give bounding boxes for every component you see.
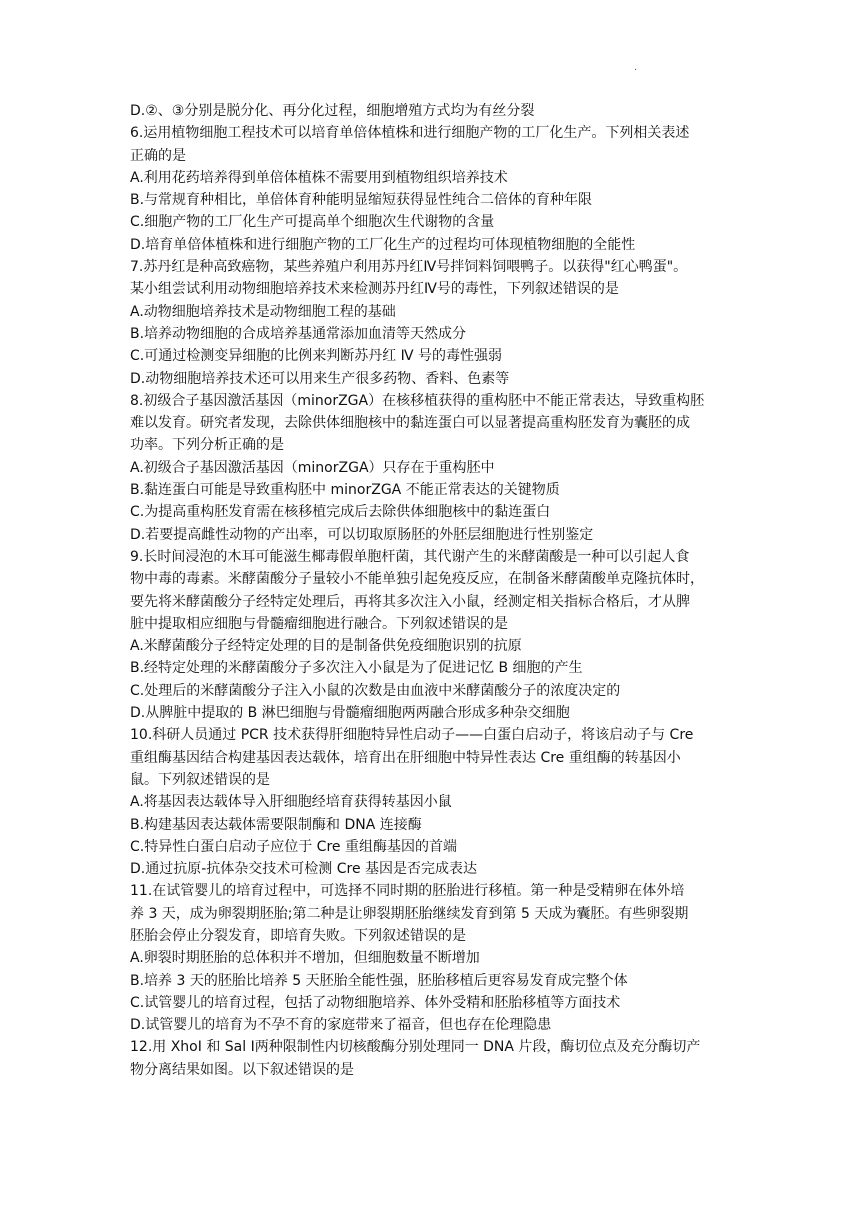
text-line: C.为提高重构胚发育需在核移植完成后去除供体细胞核中的黏连蛋白: [130, 504, 551, 521]
text-line: A.初级合子基因激活基因（minorZGA）只存在于重构胚中: [130, 459, 495, 476]
text-line: D.从脾脏中提取的 B 淋巴细胞与骨髓瘤细胞两两融合形成多种杂交细胞: [130, 705, 570, 722]
text-line: 胚胎会停止分裂发育，即培育失败。下列叙述错误的是: [130, 927, 466, 944]
text-line: C.处理后的米酵菌酸分子注入小鼠的次数是由血液中米酵菌酸分子的浓度决定的: [130, 682, 621, 699]
text-line: 功率。下列分析正确的是: [130, 437, 284, 454]
text-line: 重组酶基因结合构建基因表达载体，培育出在肝细胞中特异性表达 Cre 重组酶的转基因小: [130, 749, 681, 766]
text-line: 脏中提取相应细胞与骨髓瘤细胞进行融合。下列叙述错误的是: [130, 615, 508, 632]
text-line: A.卵裂时期胚胎的总体积并不增加，但细胞数量不断增加: [130, 950, 480, 967]
text-line: B.黏连蛋白可能是导致重构胚中 minorZGA 不能正常表达的关键物质: [130, 482, 560, 499]
text-line: 物中毒的毒素。米酵菌酸分子量较小不能单独引起免疫反应，在制备米酵菌酸单克隆抗体时，: [130, 571, 704, 588]
text-line: A.米酵菌酸分子经特定处理的目的是制备供免疫细胞识别的抗原: [130, 638, 522, 655]
text-line: 11.在试管婴儿的培育过程中，可选择不同时期的胚胎进行移植。第一种是受精卵在体外培: [130, 883, 685, 900]
text-line: B.构建基因表达载体需要限制酶和 DNA 连接酶: [130, 816, 422, 833]
text-line: 6.运用植物细胞工程技术可以培育单倍体植株和进行细胞产物的工厂化生产。下列相关表述: [130, 125, 690, 142]
text-line: A.利用花药培养得到单倍体植株不需要用到植物组织培养技术: [130, 169, 508, 186]
text-line: 9.长时间浸泡的木耳可能滋生椰毒假单胞杆菌，其代谢产生的米酵菌酸是一种可以引起人食: [130, 548, 690, 565]
text-line: D.培育单倍体植株和进行细胞产物的工厂化生产的过程均可体现植物细胞的全能性: [130, 236, 636, 253]
text-line: 8.初级合子基因激活基因（minorZGA）在核移植获得的重构胚中不能正常表达，导致重构胚: [130, 392, 705, 409]
text-line: 正确的是: [130, 147, 186, 164]
text-line: 难以发育。研究者发现，去除供体细胞核中的黏连蛋白可以显著提高重构胚发育为囊胚的成: [130, 415, 690, 432]
text-line: C.试管婴儿的培育过程，包括了动物细胞培养、体外受精和胚胎移植等方面技术: [130, 994, 621, 1011]
text-line: C.细胞产物的工厂化生产可提高单个细胞次生代谢物的含量: [130, 214, 495, 231]
text-line: A.将基因表达载体导入肝细胞经培育获得转基因小鼠: [130, 794, 452, 811]
text-line: B.与常规育种相比，单倍体育种能明显缩短获得显性纯合二倍体的育种年限: [130, 192, 593, 209]
text-line: D.试管婴儿的培育为不孕不育的家庭带来了福音，但也存在伦理隐患: [130, 1017, 552, 1034]
header-mark: .: [634, 62, 638, 73]
text-line: 12.用 XhoI 和 Sal Ⅰ两种限制性内切核酸酶分别处理同一 DNA 片段，酶切位点及充分酶切产: [130, 1039, 701, 1056]
text-line: 7.苏丹红是种高致癌物，某些养殖户利用苏丹红Ⅳ号拌饲料饲喂鸭子。以获得"红心鸭蛋"。: [130, 259, 688, 276]
text-line: D.②、③分别是脱分化、再分化过程，细胞增殖方式均为有丝分裂: [130, 103, 535, 119]
text-line: 鼠。下列叙述错误的是: [130, 771, 270, 788]
document-body: [130, 100, 730, 1081]
text-line: C.特异性白蛋白启动子应位于 Cre 重组酶基因的首端: [130, 838, 457, 855]
text-line: 要先将米酵菌酸分子经特定处理后，再将其多次注入小鼠，经测定相关指标合格后，才从脾: [130, 593, 690, 610]
text-line: 某小组尝试利用动物细胞培养技术来检测苏丹红Ⅳ号的毒性，下列叙述错误的是: [130, 281, 619, 298]
text-line: 10.科研人员通过 PCR 技术获得肝细胞特异性启动子——白蛋白启动子，将该启动子与 Cre: [130, 727, 694, 744]
text-line: D.通过抗原-抗体杂交技术可检测 Cre 基因是否完成表达: [130, 861, 478, 878]
text-line: B.经特定处理的米酵菌酸分子多次注入小鼠是为了促进记忆 B 细胞的产生: [130, 660, 583, 677]
text-line: 物分离结果如图。以下叙述错误的是: [130, 1061, 354, 1078]
text-line: D.若要提高雌性动物的产出率，可以切取原肠胚的外胚层细胞进行性别鉴定: [130, 526, 594, 543]
text-line: D.动物细胞培养技术还可以用来生产很多药物、香料、色素等: [130, 370, 510, 387]
text-line: 养 3 天，成为卵裂期胚胎;第二种是让卵裂期胚胎继续发育到第 5 天成为囊胚。有些卵裂期: [130, 905, 689, 922]
text-line: B.培养动物细胞的合成培养基通常添加血清等天然成分: [130, 325, 467, 342]
text-line: A.动物细胞培养技术是动物细胞工程的基础: [130, 303, 396, 320]
text-line: C.可通过检测变异细胞的比例来判断苏丹红 Ⅳ 号的毒性强弱: [130, 348, 503, 365]
text-line: B.培养 3 天的胚胎比培养 5 天胚胎全能性强，胚胎移植后更容易发育成完整个体: [130, 972, 628, 989]
